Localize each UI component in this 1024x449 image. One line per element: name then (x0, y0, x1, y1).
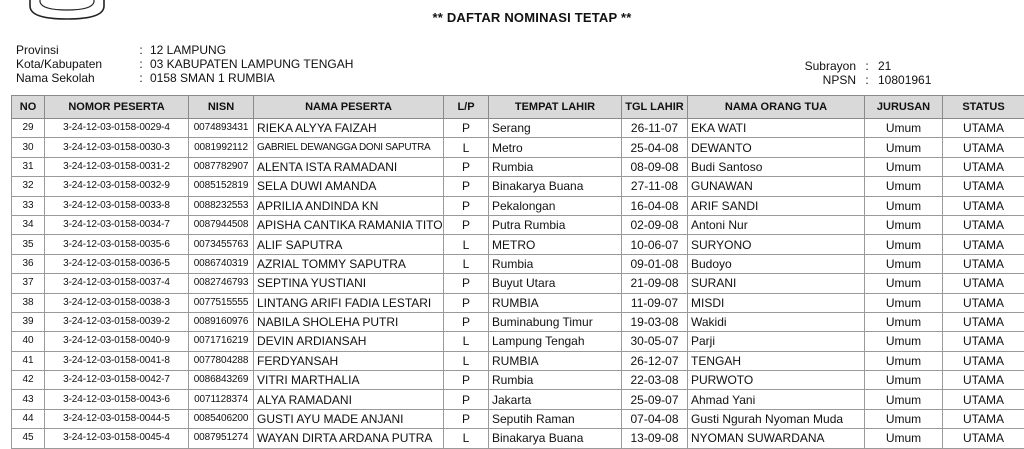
table-row (12, 293, 1024, 312)
birthdate-cell: 13-09-08 (622, 429, 688, 448)
major-cell: Umum (865, 293, 943, 312)
birthplace-cell: Jakarta (489, 390, 622, 409)
table-header-row (12, 96, 1024, 119)
npsn-value: 10801961 (878, 73, 931, 87)
separator: : (132, 57, 150, 71)
gender-cell: L (444, 254, 489, 273)
row-number-cell: 35 (12, 235, 45, 254)
row-number-cell: 37 (12, 274, 45, 293)
gender-cell: L (444, 351, 489, 370)
participant-name-cell: APISHA CANTIKA RAMANIA TITO (254, 215, 444, 234)
birthplace-cell: Serang (489, 119, 622, 138)
school-info (16, 43, 353, 85)
parent-name-cell: NYOMAN SUWARDANA (688, 429, 865, 448)
major-cell: Umum (865, 157, 943, 176)
participant-number-cell: 3-24-12-03-0158-0044-5 (45, 409, 189, 428)
birthdate-cell: 10-06-07 (622, 235, 688, 254)
birthdate-cell: 07-04-08 (622, 409, 688, 428)
major-cell: Umum (865, 312, 943, 331)
participant-number-cell: 3-24-12-03-0158-0038-3 (45, 293, 189, 312)
birthdate-cell: 25-09-07 (622, 390, 688, 409)
status-cell: UTAMA (943, 429, 1024, 448)
row-number-cell: 39 (12, 312, 45, 331)
major-cell: Umum (865, 254, 943, 273)
table-row (12, 371, 1024, 390)
subrayon-row (792, 59, 931, 73)
table-row (12, 312, 1024, 331)
participant-name-cell: ALENTA ISTA RAMADANI (254, 157, 444, 176)
column-header-birthplace: TEMPAT LAHIR (489, 96, 622, 119)
birthdate-cell: 16-04-08 (622, 196, 688, 215)
nisn-cell: 0087782907 (189, 157, 254, 176)
gender-cell: L (444, 235, 489, 254)
row-number-cell: 29 (12, 119, 45, 138)
gender-cell: P (444, 157, 489, 176)
parent-name-cell: GUNAWAN (688, 177, 865, 196)
row-number-cell: 38 (12, 293, 45, 312)
school-name-value: 0158 SMAN 1 RUMBIA (150, 71, 275, 85)
gender-cell: P (444, 215, 489, 234)
status-cell: UTAMA (943, 332, 1024, 351)
gender-cell: L (444, 332, 489, 351)
status-cell: UTAMA (943, 371, 1024, 390)
page-title: ** DAFTAR NOMINASI TETAP ** (0, 10, 1024, 25)
status-cell: UTAMA (943, 293, 1024, 312)
birthdate-cell: 09-01-08 (622, 254, 688, 273)
birthplace-cell: Seputih Raman (489, 409, 622, 428)
column-header-gender: L/P (444, 96, 489, 119)
participant-name-cell: SEPTINA YUSTIANI (254, 274, 444, 293)
gender-cell: P (444, 293, 489, 312)
regency-value: 03 KABUPATEN LAMPUNG TENGAH (150, 57, 353, 71)
row-number-cell: 41 (12, 351, 45, 370)
row-number-cell: 45 (12, 429, 45, 448)
gender-cell: P (444, 274, 489, 293)
participant-number-cell: 3-24-12-03-0158-0031-2 (45, 157, 189, 176)
parent-name-cell: EKA WATI (688, 119, 865, 138)
table-row (12, 429, 1024, 448)
major-cell: Umum (865, 409, 943, 428)
table-row (12, 332, 1024, 351)
status-cell: UTAMA (943, 312, 1024, 331)
status-cell: UTAMA (943, 351, 1024, 370)
nisn-cell: 0071128374 (189, 390, 254, 409)
nisn-cell: 0073455763 (189, 235, 254, 254)
status-cell: UTAMA (943, 235, 1024, 254)
separator: : (856, 59, 878, 73)
row-number-cell: 44 (12, 409, 45, 428)
school-name-label: Nama Sekolah (16, 71, 132, 85)
birthdate-cell: 27-11-08 (622, 177, 688, 196)
parent-name-cell: Wakidi (688, 312, 865, 331)
birthdate-cell: 11-09-07 (622, 293, 688, 312)
subrayon-value: 21 (878, 59, 891, 73)
column-header-participant-number: NOMOR PESERTA (45, 96, 189, 119)
participant-number-cell: 3-24-12-03-0158-0036-5 (45, 254, 189, 273)
birthdate-cell: 22-03-08 (622, 371, 688, 390)
separator: : (132, 43, 150, 57)
birthplace-cell: Buyut Utara (489, 274, 622, 293)
table-row (12, 177, 1024, 196)
major-cell: Umum (865, 177, 943, 196)
birthdate-cell: 26-11-07 (622, 119, 688, 138)
parent-name-cell: Ahmad Yani (688, 390, 865, 409)
regency-row (16, 57, 353, 71)
birthdate-cell: 19-03-08 (622, 312, 688, 331)
participant-name-cell: APRILIA ANDINDA KN (254, 196, 444, 215)
status-cell: UTAMA (943, 157, 1024, 176)
row-number-cell: 30 (12, 138, 45, 157)
gender-cell: L (444, 429, 489, 448)
participant-name-cell: VITRI MARTHALIA (254, 371, 444, 390)
table-row (12, 119, 1024, 138)
table-row (12, 196, 1024, 215)
province-label: Provinsi (16, 43, 132, 57)
status-cell: UTAMA (943, 409, 1024, 428)
province-row (16, 43, 353, 57)
participant-number-cell: 3-24-12-03-0158-0029-4 (45, 119, 189, 138)
participant-number-cell: 3-24-12-03-0158-0042-7 (45, 371, 189, 390)
status-cell: UTAMA (943, 254, 1024, 273)
birthdate-cell: 25-04-08 (622, 138, 688, 157)
status-cell: UTAMA (943, 215, 1024, 234)
participant-number-cell: 3-24-12-03-0158-0041-8 (45, 351, 189, 370)
column-header-status: STATUS (943, 96, 1024, 119)
parent-name-cell: Antoni Nur (688, 215, 865, 234)
nisn-cell: 0081992112 (189, 138, 254, 157)
participant-name-cell: FERDYANSAH (254, 351, 444, 370)
birthdate-cell: 02-09-08 (622, 215, 688, 234)
table-body (12, 119, 1024, 449)
school-name-row (16, 71, 353, 85)
status-cell: UTAMA (943, 390, 1024, 409)
npsn-row (792, 73, 931, 87)
column-header-nisn: NISN (189, 96, 254, 119)
nisn-cell: 0085152819 (189, 177, 254, 196)
birthplace-cell: Rumbia (489, 157, 622, 176)
column-header-parent-name: NAMA ORANG TUA (688, 96, 865, 119)
table-row (12, 409, 1024, 428)
parent-name-cell: Budoyo (688, 254, 865, 273)
npsn-label: NPSN (792, 73, 856, 87)
nisn-cell: 0077804288 (189, 351, 254, 370)
participant-name-cell: WAYAN DIRTA ARDANA PUTRA (254, 429, 444, 448)
status-cell: UTAMA (943, 119, 1024, 138)
participant-name-cell: SELA DUWI AMANDA (254, 177, 444, 196)
separator: : (856, 73, 878, 87)
parent-name-cell: MISDI (688, 293, 865, 312)
birthplace-cell: METRO (489, 235, 622, 254)
nisn-cell: 0071716219 (189, 332, 254, 351)
parent-name-cell: Budi Santoso (688, 157, 865, 176)
nisn-cell: 0087944508 (189, 215, 254, 234)
gender-cell: L (444, 138, 489, 157)
parent-name-cell: DEWANTO (688, 138, 865, 157)
row-number-cell: 32 (12, 177, 45, 196)
birthdate-cell: 21-09-08 (622, 274, 688, 293)
participant-number-cell: 3-24-12-03-0158-0039-2 (45, 312, 189, 331)
participant-name-cell: ALIF SAPUTRA (254, 235, 444, 254)
gender-cell: P (444, 409, 489, 428)
gender-cell: P (444, 196, 489, 215)
parent-name-cell: ARIF SANDI (688, 196, 865, 215)
gender-cell: P (444, 390, 489, 409)
separator: : (132, 71, 150, 85)
birthplace-cell: RUMBIA (489, 293, 622, 312)
participant-number-cell: 3-24-12-03-0158-0035-6 (45, 235, 189, 254)
row-number-cell: 33 (12, 196, 45, 215)
parent-name-cell: SURYONO (688, 235, 865, 254)
participant-number-cell: 3-24-12-03-0158-0033-8 (45, 196, 189, 215)
table-row (12, 157, 1024, 176)
nisn-cell: 0088232553 (189, 196, 254, 215)
regency-label: Kota/Kabupaten (16, 57, 132, 71)
participant-name-cell: NABILA SHOLEHA PUTRI (254, 312, 444, 331)
participant-name-cell: RIEKA ALYYA FAIZAH (254, 119, 444, 138)
parent-name-cell: PURWOTO (688, 371, 865, 390)
row-number-cell: 40 (12, 332, 45, 351)
row-number-cell: 36 (12, 254, 45, 273)
participant-name-cell: LINTANG ARIFI FADIA LESTARI (254, 293, 444, 312)
status-cell: UTAMA (943, 138, 1024, 157)
birthplace-cell: RUMBIA (489, 351, 622, 370)
exam-info (792, 59, 931, 87)
participant-number-cell: 3-24-12-03-0158-0045-4 (45, 429, 189, 448)
column-header-participant-name: NAMA PESERTA (254, 96, 444, 119)
major-cell: Umum (865, 390, 943, 409)
subrayon-label: Subrayon (792, 59, 856, 73)
participant-number-cell: 3-24-12-03-0158-0040-9 (45, 332, 189, 351)
parent-name-cell: TENGAH (688, 351, 865, 370)
major-cell: Umum (865, 371, 943, 390)
birthplace-cell: Lampung Tengah (489, 332, 622, 351)
major-cell: Umum (865, 429, 943, 448)
parent-name-cell: Parji (688, 332, 865, 351)
status-cell: UTAMA (943, 177, 1024, 196)
nisn-cell: 0082746793 (189, 274, 254, 293)
nisn-cell: 0086843269 (189, 371, 254, 390)
parent-name-cell: Gusti Ngurah Nyoman Muda (688, 409, 865, 428)
column-header-birthdate: TGL LAHIR (622, 96, 688, 119)
nisn-cell: 0089160976 (189, 312, 254, 331)
participant-name-cell: DEVIN ARDIANSAH (254, 332, 444, 351)
nomination-table (11, 95, 1024, 449)
participant-name-cell: ALYA RAMADANI (254, 390, 444, 409)
table-row (12, 235, 1024, 254)
birthplace-cell: Rumbia (489, 254, 622, 273)
participant-name-cell: AZRIAL TOMMY SAPUTRA (254, 254, 444, 273)
table-row (12, 274, 1024, 293)
birthplace-cell: Putra Rumbia (489, 215, 622, 234)
table-row (12, 351, 1024, 370)
birthplace-cell: Binakarya Buana (489, 429, 622, 448)
birthplace-cell: Metro (489, 138, 622, 157)
nisn-cell: 0074893431 (189, 119, 254, 138)
birthplace-cell: Pekalongan (489, 196, 622, 215)
major-cell: Umum (865, 235, 943, 254)
status-cell: UTAMA (943, 196, 1024, 215)
nisn-cell: 0087951274 (189, 429, 254, 448)
participant-number-cell: 3-24-12-03-0158-0034-7 (45, 215, 189, 234)
major-cell: Umum (865, 119, 943, 138)
participant-name-cell: GABRIEL DEWANGGA DONI SAPUTRA (254, 138, 444, 157)
row-number-cell: 42 (12, 371, 45, 390)
column-header-no: NO (12, 96, 45, 119)
gender-cell: P (444, 119, 489, 138)
table-row (12, 254, 1024, 273)
major-cell: Umum (865, 332, 943, 351)
birthdate-cell: 26-12-07 (622, 351, 688, 370)
parent-name-cell: SURANI (688, 274, 865, 293)
birthplace-cell: Rumbia (489, 371, 622, 390)
table-row (12, 390, 1024, 409)
table-row (12, 215, 1024, 234)
major-cell: Umum (865, 215, 943, 234)
gender-cell: P (444, 371, 489, 390)
row-number-cell: 43 (12, 390, 45, 409)
nisn-cell: 0077515555 (189, 293, 254, 312)
participant-number-cell: 3-24-12-03-0158-0032-9 (45, 177, 189, 196)
row-number-cell: 31 (12, 157, 45, 176)
major-cell: Umum (865, 196, 943, 215)
birthplace-cell: Binakarya Buana (489, 177, 622, 196)
birthplace-cell: Buminabung Timur (489, 312, 622, 331)
gender-cell: P (444, 177, 489, 196)
participant-number-cell: 3-24-12-03-0158-0043-6 (45, 390, 189, 409)
participant-number-cell: 3-24-12-03-0158-0030-3 (45, 138, 189, 157)
column-header-major: JURUSAN (865, 96, 943, 119)
gender-cell: P (444, 312, 489, 331)
nisn-cell: 0086740319 (189, 254, 254, 273)
participant-number-cell: 3-24-12-03-0158-0037-4 (45, 274, 189, 293)
major-cell: Umum (865, 274, 943, 293)
status-cell: UTAMA (943, 274, 1024, 293)
nisn-cell: 0085406200 (189, 409, 254, 428)
birthdate-cell: 30-05-07 (622, 332, 688, 351)
participant-name-cell: GUSTI AYU MADE ANJANI (254, 409, 444, 428)
row-number-cell: 34 (12, 215, 45, 234)
major-cell: Umum (865, 138, 943, 157)
birthdate-cell: 08-09-08 (622, 157, 688, 176)
province-value: 12 LAMPUNG (150, 43, 226, 57)
table-row (12, 138, 1024, 157)
major-cell: Umum (865, 351, 943, 370)
